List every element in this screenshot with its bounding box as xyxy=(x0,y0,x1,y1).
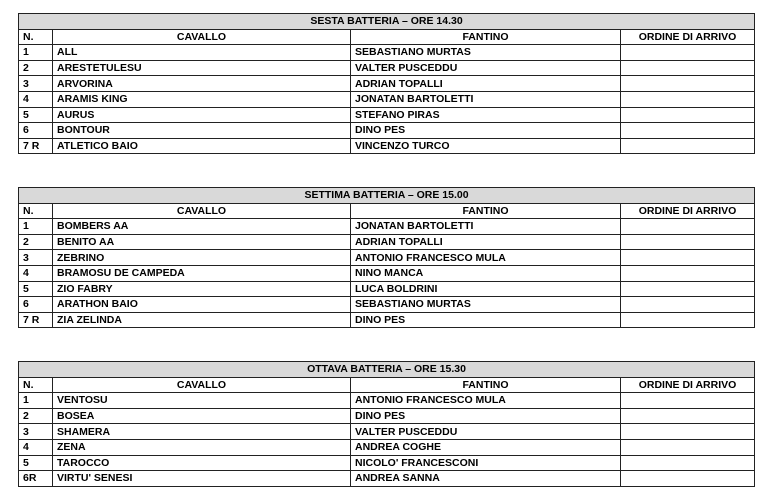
row-ordine xyxy=(621,297,755,313)
row-fantino: VINCENZO TURCO xyxy=(351,138,621,154)
table-row xyxy=(19,471,755,487)
row-number: 4 xyxy=(19,91,53,107)
row-cavallo: ATLETICO BAIO xyxy=(53,138,351,154)
row-ordine xyxy=(621,60,755,76)
row-fantino: VALTER PUSCEDDU xyxy=(351,60,621,76)
row-fantino: STEFANO PIRAS xyxy=(351,107,621,123)
row-number: 4 xyxy=(19,265,53,281)
row-cavallo: SHAMERA xyxy=(53,424,351,440)
table-row xyxy=(19,312,755,328)
row-cavallo: BONTOUR xyxy=(53,123,351,139)
table-row xyxy=(19,219,755,235)
header-cavallo: CAVALLO xyxy=(53,203,351,219)
table-row xyxy=(19,297,755,313)
row-ordine xyxy=(621,424,755,440)
row-number: 1 xyxy=(19,219,53,235)
table-row xyxy=(19,76,755,92)
batteria-title: SETTIMA BATTERIA – ORE 15.00 xyxy=(19,188,755,204)
row-ordine xyxy=(621,471,755,487)
row-cavallo: BRAMOSU DE CAMPEDA xyxy=(53,265,351,281)
header-n: N. xyxy=(19,203,53,219)
row-number: 1 xyxy=(19,393,53,409)
row-fantino: ANTONIO FRANCESCO MULA xyxy=(351,250,621,266)
row-cavallo: ZENA xyxy=(53,439,351,455)
table-row xyxy=(19,281,755,297)
row-ordine xyxy=(621,250,755,266)
row-ordine xyxy=(621,312,755,328)
row-cavallo: ZIO FABRY xyxy=(53,281,351,297)
table-row xyxy=(19,107,755,123)
row-cavallo: ARVORINA xyxy=(53,76,351,92)
row-ordine xyxy=(621,138,755,154)
row-fantino: ANTONIO FRANCESCO MULA xyxy=(351,393,621,409)
row-ordine xyxy=(621,281,755,297)
row-ordine xyxy=(621,219,755,235)
batteria-settima xyxy=(18,187,754,328)
row-cavallo: BOSEA xyxy=(53,408,351,424)
table-row xyxy=(19,60,755,76)
header-n: N. xyxy=(19,29,53,45)
table-row xyxy=(19,455,755,471)
row-number: 7 R xyxy=(19,312,53,328)
row-fantino: SEBASTIANO MURTAS xyxy=(351,45,621,61)
header-ordine: ORDINE DI ARRIVO xyxy=(621,29,755,45)
row-number: 5 xyxy=(19,281,53,297)
row-fantino: DINO PES xyxy=(351,408,621,424)
header-cavallo: CAVALLO xyxy=(53,377,351,393)
batteria-title: SESTA BATTERIA – ORE 14.30 xyxy=(19,14,755,30)
row-cavallo: ZIA ZELINDA xyxy=(53,312,351,328)
batteria-table xyxy=(18,187,755,328)
row-number: 6R xyxy=(19,471,53,487)
row-number: 7 R xyxy=(19,138,53,154)
row-fantino: JONATAN BARTOLETTI xyxy=(351,91,621,107)
row-fantino: ANDREA COGHE xyxy=(351,439,621,455)
row-cavallo: VIRTU' SENESI xyxy=(53,471,351,487)
row-ordine xyxy=(621,76,755,92)
row-number: 4 xyxy=(19,439,53,455)
table-row xyxy=(19,250,755,266)
row-number: 3 xyxy=(19,424,53,440)
row-fantino: VALTER PUSCEDDU xyxy=(351,424,621,440)
row-ordine xyxy=(621,234,755,250)
row-number: 3 xyxy=(19,250,53,266)
batteria-ottava xyxy=(18,361,754,487)
row-cavallo: ARESTETULESU xyxy=(53,60,351,76)
row-ordine xyxy=(621,123,755,139)
row-fantino: ADRIAN TOPALLI xyxy=(351,234,621,250)
row-cavallo: BENITO AA xyxy=(53,234,351,250)
header-ordine: ORDINE DI ARRIVO xyxy=(621,377,755,393)
row-number: 2 xyxy=(19,408,53,424)
row-fantino: JONATAN BARTOLETTI xyxy=(351,219,621,235)
row-ordine xyxy=(621,265,755,281)
header-n: N. xyxy=(19,377,53,393)
row-cavallo: TAROCCO xyxy=(53,455,351,471)
table-row xyxy=(19,138,755,154)
batteria-sesta xyxy=(18,13,754,154)
row-number: 5 xyxy=(19,455,53,471)
row-fantino: ANDREA SANNA xyxy=(351,471,621,487)
row-number: 6 xyxy=(19,123,53,139)
header-fantino: FANTINO xyxy=(351,377,621,393)
row-cavallo: AURUS xyxy=(53,107,351,123)
row-number: 5 xyxy=(19,107,53,123)
row-ordine xyxy=(621,455,755,471)
row-cavallo: VENTOSU xyxy=(53,393,351,409)
row-fantino: NINO MANCA xyxy=(351,265,621,281)
batteria-table xyxy=(18,13,755,154)
table-row xyxy=(19,265,755,281)
row-fantino: ADRIAN TOPALLI xyxy=(351,76,621,92)
table-row xyxy=(19,123,755,139)
row-cavallo: ALL xyxy=(53,45,351,61)
table-row xyxy=(19,45,755,61)
table-row xyxy=(19,408,755,424)
table-row xyxy=(19,234,755,250)
table-row xyxy=(19,439,755,455)
row-number: 1 xyxy=(19,45,53,61)
header-ordine: ORDINE DI ARRIVO xyxy=(621,203,755,219)
row-cavallo: BOMBERS AA xyxy=(53,219,351,235)
row-fantino: LUCA BOLDRINI xyxy=(351,281,621,297)
row-ordine xyxy=(621,393,755,409)
row-fantino: DINO PES xyxy=(351,312,621,328)
row-ordine xyxy=(621,91,755,107)
batteria-title: OTTAVA BATTERIA – ORE 15.30 xyxy=(19,362,755,378)
row-fantino: NICOLO' FRANCESCONI xyxy=(351,455,621,471)
header-fantino: FANTINO xyxy=(351,29,621,45)
row-ordine xyxy=(621,45,755,61)
table-row xyxy=(19,91,755,107)
row-cavallo: ZEBRINO xyxy=(53,250,351,266)
row-ordine xyxy=(621,408,755,424)
row-ordine xyxy=(621,439,755,455)
row-number: 2 xyxy=(19,234,53,250)
table-row xyxy=(19,393,755,409)
header-cavallo: CAVALLO xyxy=(53,29,351,45)
table-row xyxy=(19,424,755,440)
row-fantino: DINO PES xyxy=(351,123,621,139)
row-cavallo: ARATHON BAIO xyxy=(53,297,351,313)
row-number: 3 xyxy=(19,76,53,92)
row-ordine xyxy=(621,107,755,123)
batteria-table xyxy=(18,361,755,487)
row-cavallo: ARAMIS KING xyxy=(53,91,351,107)
row-fantino: SEBASTIANO MURTAS xyxy=(351,297,621,313)
row-number: 2 xyxy=(19,60,53,76)
header-fantino: FANTINO xyxy=(351,203,621,219)
row-number: 6 xyxy=(19,297,53,313)
